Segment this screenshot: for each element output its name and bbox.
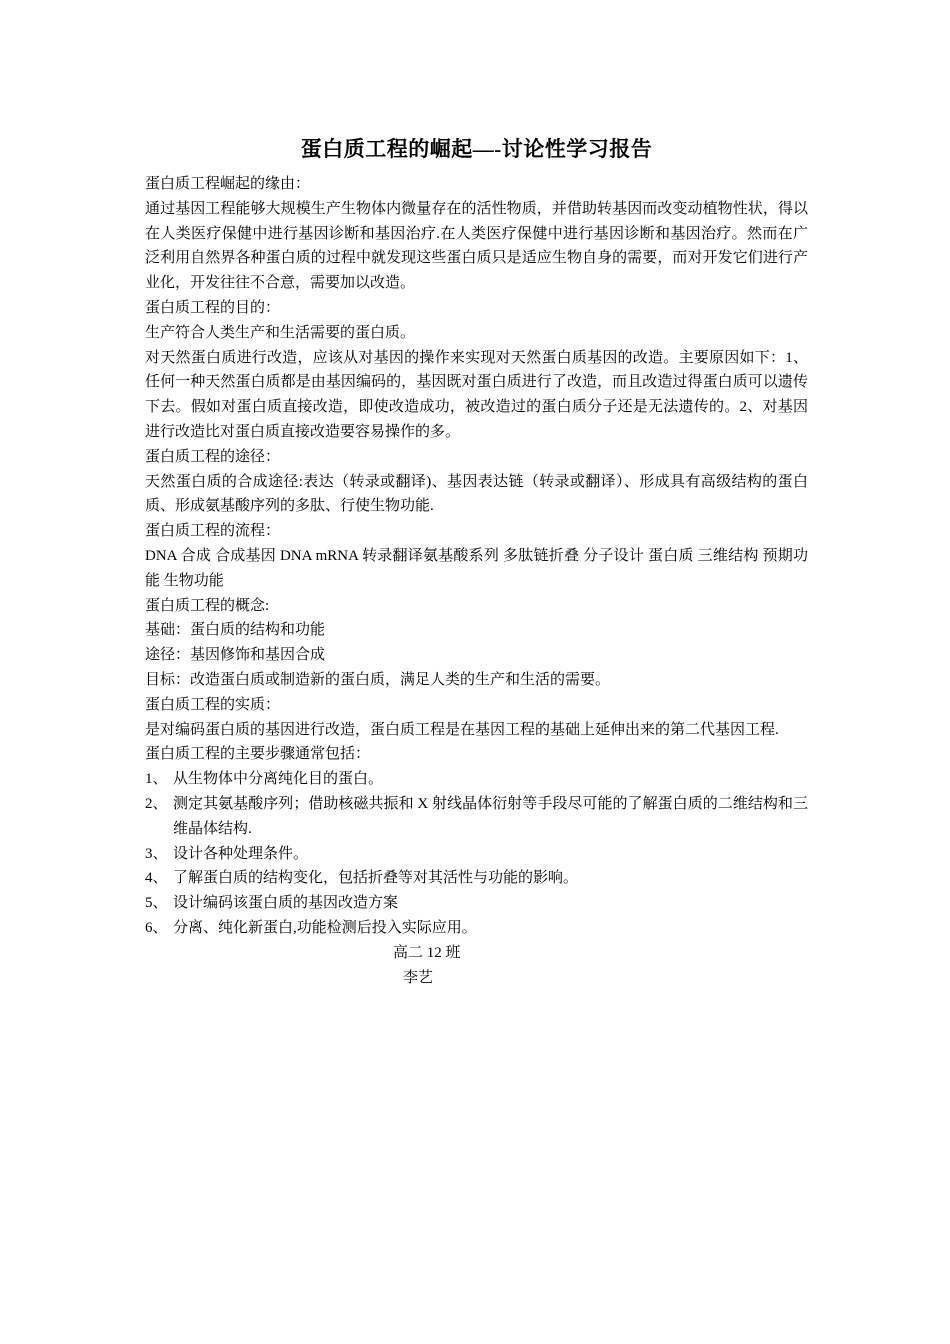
concept-approach: 途径：基因修饰和基因合成: [145, 647, 326, 664]
list-item-text: 测定其氨基酸序列；借助核磁共振和 X 射线晶体衍射等手段尽可能的了解蛋白质的二维结构和三维晶体结构.: [173, 795, 808, 837]
list-item: [145, 842, 808, 867]
concept-goal: 目标：改造蛋白质或制造新的蛋白质，满足人类的生产和生活的需要。: [145, 671, 611, 688]
section-heading-pathway: 蛋白质工程的途径：: [145, 448, 281, 465]
list-item: [145, 767, 808, 792]
list-item-number: 6、: [145, 919, 168, 936]
section-heading-essence: 蛋白质工程的实质：: [145, 696, 281, 713]
paragraph-pathway: 天然蛋白质的合成途径:表达（转录或翻译)、基因表达链（转录或翻译）、形成具有高级结构的蛋白质、形成氨基酸序列的多肽、行使生物功能.: [145, 473, 808, 515]
document-body: [145, 132, 808, 990]
section-heading-process: 蛋白质工程的流程：: [145, 523, 281, 540]
section-heading-purpose: 蛋白质工程的目的：: [145, 299, 281, 316]
paragraph-essence: 是对编码蛋白质的基因进行改造，蛋白质工程是在基因工程的基础上延伸出来的第二代基因工程.: [145, 721, 779, 738]
list-item-text: 了解蛋白质的结构变化，包括折叠等对其活性与功能的影响。: [173, 870, 579, 887]
concept-basis: 基础：蛋白质的结构和功能: [145, 622, 326, 639]
list-item: [145, 891, 808, 916]
list-item-text: 分离、纯化新蛋白,功能检测后投入实际应用。: [173, 919, 477, 936]
list-item-number: 3、: [145, 845, 168, 862]
list-item: [145, 916, 808, 941]
section-heading-steps: 蛋白质工程的主要步骤通常包括：: [145, 746, 371, 763]
signature-class: 高二 12 班: [393, 944, 461, 961]
section-heading-origin: 蛋白质工程崛起的缘由：: [145, 176, 311, 192]
list-item-number: 4、: [145, 870, 168, 887]
list-item-text: 设计各种处理条件。: [173, 845, 309, 862]
paragraph-purpose-1: 生产符合人类生产和生活需要的蛋白质。: [145, 324, 416, 341]
paragraph-process: DNA 合成 合成基因 DNA mRNA 转录翻译氨基酸系列 多肽链折叠 分子设计 蛋白质 三维结构 预期功能 生物功能: [145, 547, 808, 589]
list-item-text: 从生物体中分离纯化目的蛋白。: [173, 771, 384, 788]
signature-author: 李艺: [403, 969, 434, 986]
list-item: [145, 792, 808, 842]
paragraph-purpose-2: 对天然蛋白质进行改造，应该从对基因的操作来实现对天然蛋白质基因的改造。主要原因如下：1、任何一种天然蛋白质都是由基因编码的，基因既对蛋白质进行了改造，而且改造过得蛋白质可以遗传下去。假如对蛋白质直接改造，即使改造成功，被改造过的蛋白质分子还是无法遗传的。2、对基因进行改造比对蛋白质直接改造要容易操作的多。: [145, 349, 808, 440]
section-heading-concept: 蛋白质工程的概念:: [145, 597, 270, 614]
list-item-number: 2、: [145, 795, 168, 812]
list-item-number: 5、: [145, 895, 168, 912]
paragraph-origin: 通过基因工程能够大规模生产生物体内微量存在的活性物质，并借助转基因而改变动植物性状，得以在人类医疗保健中进行基因诊断和基因治疗.在人类医疗保健中进行基因诊断和基因治疗。然而在广泛利用自然界各种蛋白质的过程中就发现这些蛋白质只是适应生物自身的需要，而对开发它们进行产业化，开发往往不合意，需要加以改造。: [145, 200, 808, 292]
list-item: [145, 866, 808, 891]
list-item-text: 设计编码该蛋白质的基因改造方案: [173, 895, 399, 912]
page-title: 蛋白质工程的崛起—-讨论性学习报告: [300, 137, 653, 161]
list-item-number: 1、: [145, 771, 168, 788]
